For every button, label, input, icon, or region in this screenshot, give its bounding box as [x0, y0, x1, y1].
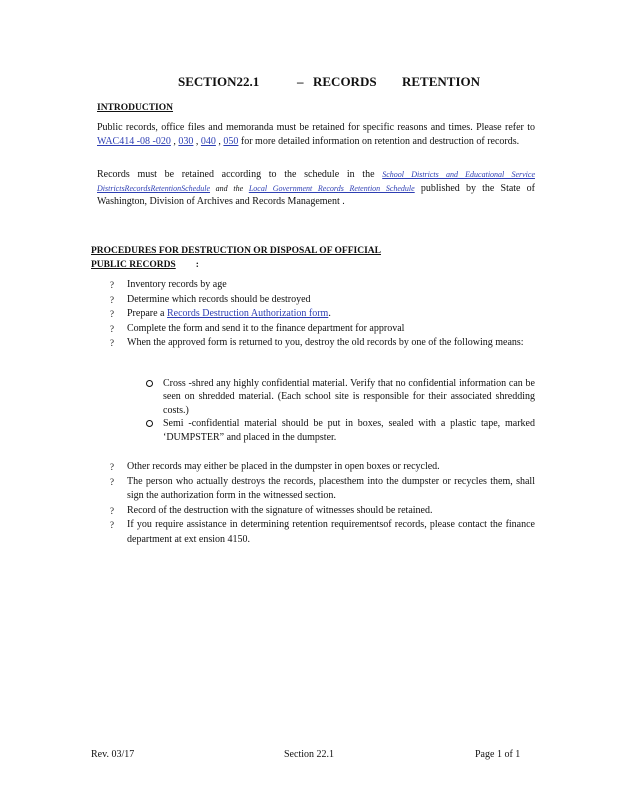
- intro-heading: INTRODUCTION: [97, 103, 174, 113]
- title-records: RECORDS: [313, 74, 377, 89]
- step-text: Other records may either be placed in the dumpster in open boxes or recycled.: [127, 461, 440, 472]
- intro-p2-tail: published by the State of Washington, Division of Archives and Records Management .: [97, 182, 536, 207]
- procedures-heading-line1: PROCEDURES FOR DESTRUCTION OR DISPOSAL OF OFFICIAL: [91, 246, 381, 256]
- intro-p1-text: Public records, office files and memoranda must be retained for specific reasons and times. Please refer to: [97, 122, 535, 133]
- list-item: [110, 293, 535, 308]
- intro-paragraph-1: Public records, office files and memoranda must be retained for specific reasons and times. Please refer to WAC414 -08 -020 , 030 , 040 , 050 for more detailed information on retention and destruction of records.: [97, 122, 535, 147]
- list-item: [110, 278, 535, 293]
- title-dash: –: [297, 74, 304, 89]
- bullet-glyph: ?: [110, 280, 114, 290]
- step-text: Record of the destruction with the signature of witnesses should be retained.: [127, 504, 433, 516]
- step-text: Determine which records should be destroyed: [127, 293, 311, 305]
- step-text: Inventory records by age: [127, 279, 227, 290]
- footer-section: Section 22.1: [284, 749, 334, 760]
- school-districts-schedule-link[interactable]: School Districts and Educational Service DistrictsRecordsRetentionSchedule: [97, 170, 535, 193]
- step-text: The person who actually destroys the records, placesthem into the dumpster or recycles them, shall sign the authorization form in the witnessed section.: [127, 475, 535, 502]
- title-retention: RETENTION: [402, 74, 481, 89]
- intro-p2-text: Records must be retained according to the schedule in the: [97, 169, 383, 180]
- bullet-glyph: ?: [110, 476, 114, 487]
- step-text: Prepare a: [127, 308, 167, 320]
- procedure-steps-list-continued: [110, 460, 535, 548]
- bullet-glyph: ?: [110, 294, 114, 305]
- list-item: [110, 460, 535, 475]
- procedures-heading-line2: [91, 260, 199, 270]
- intro-p1-tail: for more detailed information on retention and destruction of records.: [238, 135, 520, 147]
- wac-link-040[interactable]: 040: [200, 135, 216, 147]
- footer-page-number: Page 1 of 1: [475, 749, 521, 760]
- intro-p2-and-the: and the: [210, 183, 249, 193]
- bullet-glyph: ?: [110, 309, 114, 320]
- step-text: When the approved form is returned to you, destroy the old records by one of the following means:: [127, 337, 524, 349]
- intro-paragraph-2: [97, 168, 535, 209]
- step-text: Complete the form and send it to the finance department for approval: [127, 322, 405, 334]
- list-item: [145, 377, 535, 417]
- wac-link-050[interactable]: 050: [223, 135, 239, 147]
- bullet-glyph: ?: [110, 462, 114, 472]
- circle-bullet-icon: [146, 380, 153, 387]
- list-item: [110, 322, 535, 337]
- list-item: [110, 336, 535, 351]
- step-text-tail: .: [328, 308, 331, 320]
- bullet-glyph: ?: [110, 505, 114, 516]
- wac-link-030[interactable]: 030: [178, 135, 194, 147]
- means-text: Cross -shred any highly confidential material. Verify that no confidential information can be seen on shredded material. (Each school site is responsible for their associated shredding costs.): [163, 378, 535, 416]
- list-item: [110, 475, 535, 504]
- procedures-heading-colon: :: [195, 260, 199, 270]
- bullet-glyph: ?: [110, 520, 114, 531]
- list-item: [110, 307, 535, 322]
- list-item: [110, 504, 535, 519]
- circle-bullet-icon: [146, 420, 153, 427]
- local-government-schedule-link[interactable]: Local Government Records Retention Schedule: [248, 183, 415, 193]
- means-text: Semi -confidential material should be put in boxes, sealed with a plastic tape, marked ‘DUMPSTER” and placed in the dumpster.: [163, 418, 535, 443]
- procedure-steps-list: [110, 278, 535, 351]
- bullet-glyph: ?: [110, 323, 114, 334]
- list-item: [145, 417, 535, 444]
- list-item: [110, 518, 535, 547]
- procedures-heading-public-records: PUBLIC RECORDS: [91, 260, 176, 270]
- footer-revision: Rev. 03/17: [91, 749, 135, 760]
- title-section: SECTION22.1: [178, 74, 260, 89]
- wac-link-main[interactable]: WAC414 -08 -020: [97, 135, 171, 147]
- step-text: If you require assistance in determining retention requirementsof records, please contact the finance department at ext ension 4150.: [127, 519, 535, 545]
- bullet-glyph: ?: [110, 338, 114, 349]
- disposal-means-list: [145, 377, 535, 444]
- records-destruction-form-link[interactable]: Records Destruction Authorization form: [166, 308, 329, 320]
